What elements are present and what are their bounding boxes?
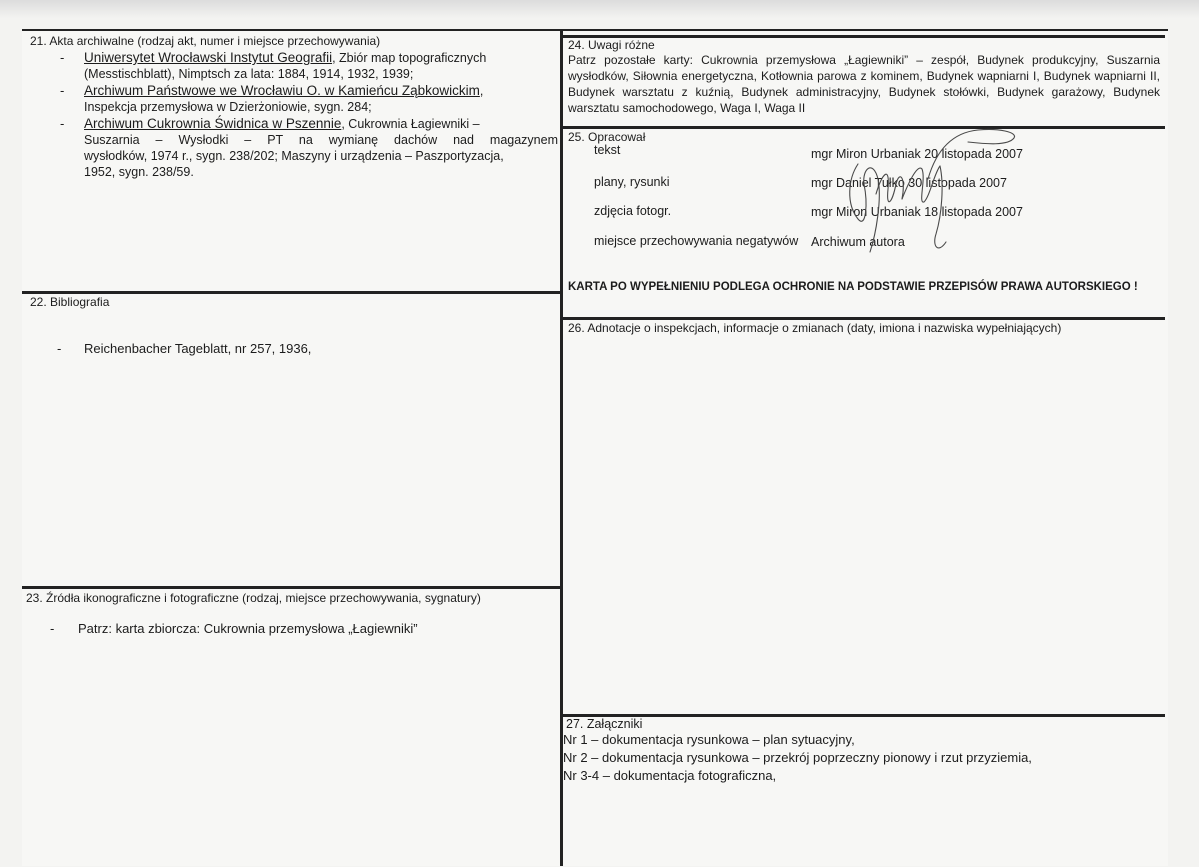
remarks-text: Patrz pozostałe karty: Cukrownia przemysłowa „Łagiewniki” – zespół, Budynek produkcyjny, Suszarnia wysłodków, Siłownia energetyczna, Kotłownia parowa z kominem, Budynek wapniarni I, Budynek wapniarni II, Budynek warsztatu z kuźnią, Budynek administracyjny, Budynek stołówki, Budynek garażowy, Budynek warsztatu samochodowego, Waga I, Waga II: [568, 53, 1160, 115]
iconography-item: Patrz: karta zbiorcza: Cukrownia przemysłowa „Łagiewniki”: [78, 621, 418, 636]
archive-link-1[interactable]: Uniwersytet Wrocławski Instytut Geografii: [84, 50, 333, 65]
archive-entry-3: Archiwum Cukrownia Świdnica w Pszennie, Cukrownia Łagiewniki –: [84, 116, 480, 131]
author-row-value: mgr Miron Urbaniak 20 listopada 2007: [811, 147, 1023, 161]
author-row-value: mgr Daniel Tułko 30 listopada 2007: [811, 176, 1007, 190]
list-dash: -: [57, 341, 62, 356]
bibliography-item: Reichenbacher Tageblatt, nr 257, 1936,: [84, 341, 312, 356]
archive-entry-1: Uniwersytet Wrocławski Instytut Geografii, Zbiór map topograficznych: [84, 50, 487, 65]
section-23-heading: 23. Źródła ikonograficzne i fotograficzne (rodzaj, miejsce przechowywania, sygnatury): [26, 591, 481, 605]
section-25-heading: 25. Opracował: [568, 130, 646, 144]
divider-22-23: [22, 586, 560, 589]
archive-entry-3-line4: 1952, sygn. 238/59.: [84, 165, 194, 179]
archive-link-3[interactable]: Archiwum Cukrownia Świdnica w Pszennie: [84, 116, 342, 131]
list-dash: -: [60, 50, 65, 65]
top-border-line: [22, 29, 1168, 31]
author-row-value: mgr Miron Urbaniak 18 listopada 2007: [811, 205, 1023, 219]
author-row-value: Archiwum autora: [811, 235, 905, 249]
author-row-label: plany, rysunki: [594, 175, 670, 189]
list-dash: -: [60, 116, 65, 131]
archive-entry-3-line3: wysłodków, 1974 r., sygn. 238/202; Maszyny i urządzenia – Paszportyzacja,: [84, 149, 504, 163]
section-27-heading: 27. Załączniki: [566, 717, 643, 731]
author-row-label: zdjęcia fotogr.: [594, 204, 672, 218]
attachment-item: Nr 3-4 – dokumentacja fotograficzna,: [563, 768, 777, 783]
attachment-item: Nr 1 – dokumentacja rysunkowa – plan sytuacyjny,: [563, 732, 855, 747]
archive-entry-3-line2: Suszarnia – Wysłodki – PT na wymianę dachów nad magazynem: [84, 133, 558, 147]
list-dash: -: [50, 621, 55, 636]
copyright-notice: KARTA PO WYPEŁNIENIU PODLEGA OCHRONIE NA PODSTAWIE PRZEPISÓW PRAWA AUTORSKIEGO !: [568, 281, 1138, 293]
author-row-label: tekst: [594, 143, 621, 157]
archive-link-2[interactable]: Archiwum Państwowe we Wrocławiu O. w Kamieńcu Ząbkowickim: [84, 83, 480, 98]
section-24-heading: 24. Uwagi różne: [568, 38, 655, 52]
handwritten-signature: [818, 124, 1028, 264]
divider-26-27: [563, 714, 1165, 717]
archive-entry-1-line2: (Messtischblatt), Nimptsch za lata: 1884, 1914, 1932, 1939;: [84, 67, 414, 81]
section-21-heading: 21. Akta archiwalne (rodzaj akt, numer i miejsce przechowywania): [30, 34, 381, 48]
attachment-item: Nr 2 – dokumentacja rysunkowa – przekrój poprzeczny pionowy i rzut przyziemia,: [563, 750, 1032, 765]
section-26-heading: 26. Adnotacje o inspekcjach, informacje o zmianach (daty, imiona i nazwiska wypełniających): [568, 321, 1062, 335]
list-dash: -: [60, 83, 65, 98]
section-22-heading: 22. Bibliografia: [30, 295, 110, 309]
archive-entry-2: Archiwum Państwowe we Wrocławiu O. w Kamieńcu Ząbkowickim,: [84, 83, 484, 98]
archive-entry-2-line2: Inspekcja przemysłowa w Dzierżoniowie, sygn. 284;: [84, 100, 372, 114]
author-row-label: miejsce przechowywania negatywów: [594, 234, 799, 248]
scan-edge: [0, 0, 1199, 18]
